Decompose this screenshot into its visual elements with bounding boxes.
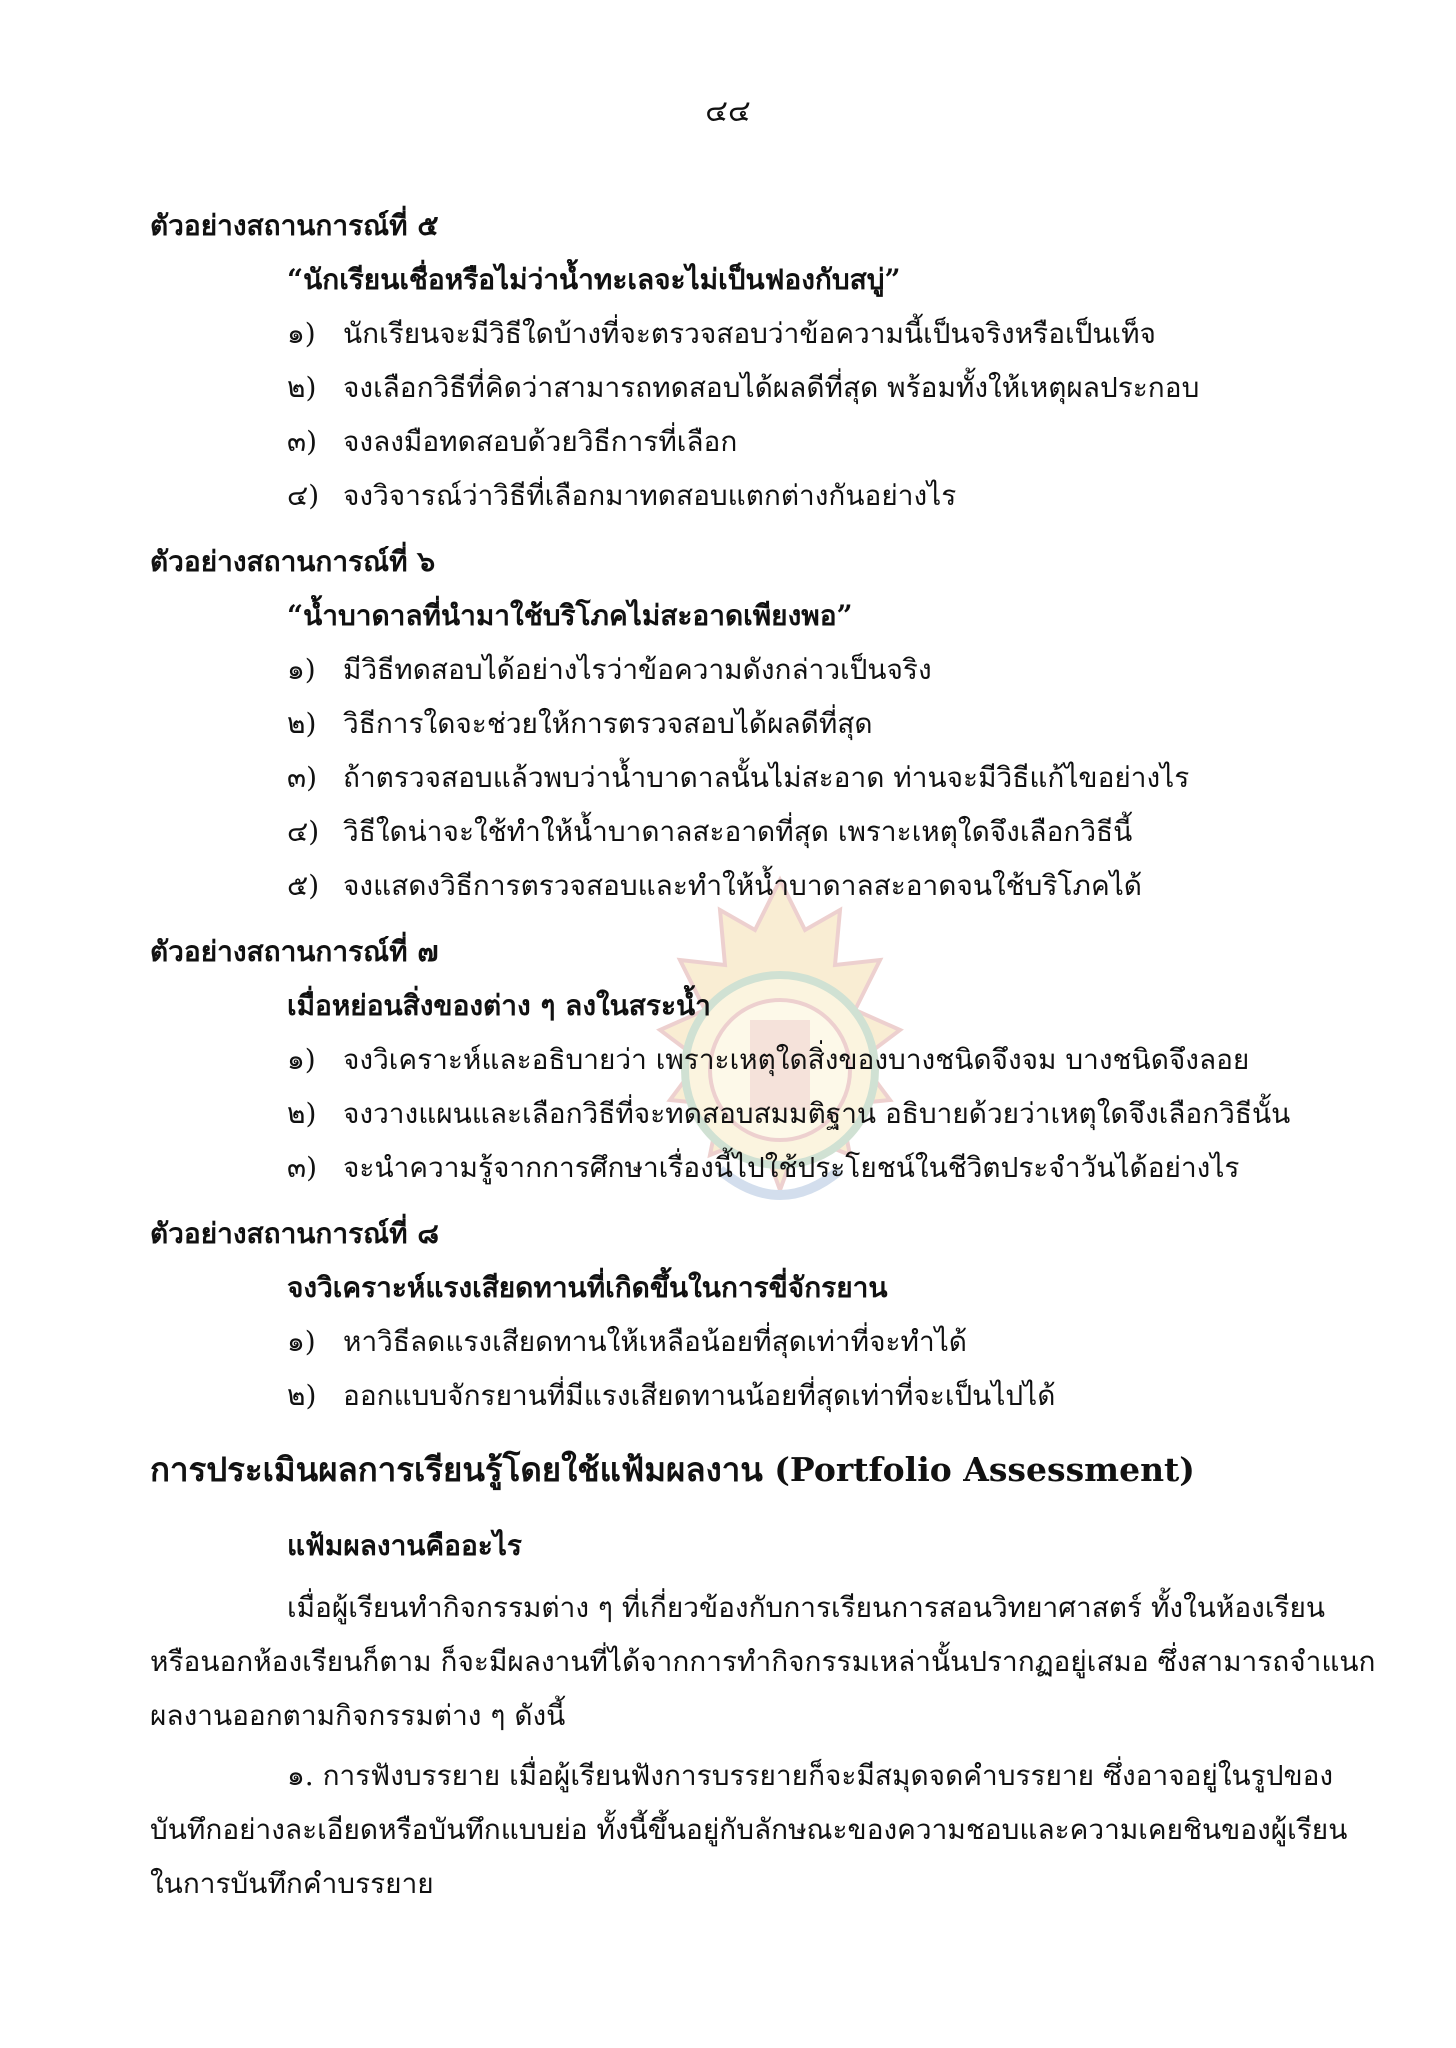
item-number: ๒) [287, 371, 317, 404]
item-text: หาวิธีลดแรงเสียดทานให้เหลือน้อยที่สุดเท่าที่จะทำได้ [343, 1325, 967, 1358]
item-number: ๕) [287, 869, 320, 902]
scenario-prompt: จงวิเคราะห์แรงเสียดทานที่เกิดขึ้นในการขี่จักรยาน [287, 1271, 888, 1304]
scenario-prompt: “น้ำบาดาลที่นำมาใช้บริโภคไม่สะอาดเพียงพอ” [287, 599, 853, 632]
paragraph-line: บันทึกอย่างละเอียดหรือบันทึกแบบย่อ ทั้งนี้ขึ้นอยู่กับลักษณะของความชอบและความเคยชินของผู้เรียน [150, 1813, 1348, 1846]
item-number: ๒) [287, 707, 317, 740]
section-subtitle: แฟ้มผลงานคืออะไร [287, 1529, 522, 1562]
item-text: จงวิจารณ์ว่าวิธีที่เลือกมาทดสอบแตกต่างกันอย่างไร [343, 479, 957, 512]
item-text: วิธีการใดจะช่วยให้การตรวจสอบได้ผลดีที่สุด [343, 707, 873, 740]
scenario-heading: ตัวอย่างสถานการณ์ที่ ๖ [150, 545, 436, 578]
item-text: วิธีใดน่าจะใช้ทำให้น้ำบาดาลสะอาดที่สุด เพราะเหตุใดจึงเลือกวิธีนี้ [343, 815, 1133, 848]
item-number: ๓) [287, 761, 318, 794]
item-number: ๑) [287, 653, 316, 686]
section-title: การประเมินผลการเรียนรู้โดยใช้แฟ้มผลงาน (Portfolio Assessment) [150, 1450, 1195, 1489]
item-text: ถ้าตรวจสอบแล้วพบว่าน้ำบาดาลนั้นไม่สะอาด ท่านจะมีวิธีแก้ไขอย่างไร [343, 761, 1190, 794]
item-text: ออกแบบจักรยานที่มีแรงเสียดทานน้อยที่สุดเท่าที่จะเป็นไปได้ [343, 1379, 1056, 1412]
item-text: นักเรียนจะมีวิธีใดบ้างที่จะตรวจสอบว่าข้อความนี้เป็นจริงหรือเป็นเท็จ [343, 317, 1156, 350]
scenario-prompt: เมื่อหย่อนสิ่งของต่าง ๆ ลงในสระน้ำ [287, 989, 711, 1022]
item-text: จงวางแผนและเลือกวิธีที่จะทดสอบสมมติฐาน อธิบายด้วยว่าเหตุใดจึงเลือกวิธีนั้น [343, 1097, 1291, 1130]
page-number: ๔๔ [705, 94, 751, 129]
scenario-prompt: “นักเรียนเชื่อหรือไม่ว่าน้ำทะเลจะไม่เป็นฟองกับสบู่” [287, 263, 901, 296]
item-number: ๑) [287, 1043, 316, 1076]
item-number: ๔) [287, 815, 320, 848]
item-number: ๒) [287, 1097, 317, 1130]
item-number: ๓) [287, 425, 318, 458]
scenario-heading: ตัวอย่างสถานการณ์ที่ ๗ [150, 935, 439, 968]
paragraph-line: ในการบันทึกคำบรรยาย [150, 1867, 434, 1900]
item-number: ๓) [287, 1151, 318, 1184]
item-text: จงเลือกวิธีที่คิดว่าสามารถทดสอบได้ผลดีที่สุด พร้อมทั้งให้เหตุผลประกอบ [343, 371, 1200, 404]
scenario-heading: ตัวอย่างสถานการณ์ที่ ๕ [150, 209, 439, 242]
item-number: ๑) [287, 317, 316, 350]
paragraph-line: ผลงานออกตามกิจกรรมต่าง ๆ ดังนี้ [150, 1699, 566, 1732]
item-number: ๔) [287, 479, 320, 512]
paragraph-line: ๑. การฟังบรรยาย เมื่อผู้เรียนฟังการบรรยายก็จะมีสมุดจดคำบรรยาย ซึ่งอาจอยู่ในรูปของ [287, 1759, 1334, 1792]
item-text: จงลงมือทดสอบด้วยวิธีการที่เลือก [343, 425, 738, 458]
item-text: จะนำความรู้จากการศึกษาเรื่องนี้ไปใช้ประโยชน์ในชีวิตประจำวันได้อย่างไร [343, 1151, 1240, 1184]
paragraph-line: หรือนอกห้องเรียนก็ตาม ก็จะมีผลงานที่ได้จากการทำกิจกรรมเหล่านั้นปรากฏอยู่เสมอ ซึ่งสามารถจำแนก [150, 1645, 1376, 1678]
item-text: จงวิเคราะห์และอธิบายว่า เพราะเหตุใดสิ่งของบางชนิดจึงจม บางชนิดจึงลอย [343, 1043, 1250, 1076]
item-number: ๑) [287, 1325, 316, 1358]
item-text: จงแสดงวิธีการตรวจสอบและทำให้น้ำบาดาลสะอาดจนใช้บริโภคได้ [343, 869, 1142, 902]
paragraph-line: เมื่อผู้เรียนทำกิจกรรมต่าง ๆ ที่เกี่ยวข้องกับการเรียนการสอนวิทยาศาสตร์ ทั้งในห้องเรียน [287, 1591, 1326, 1624]
scenario-heading: ตัวอย่างสถานการณ์ที่ ๘ [150, 1217, 439, 1250]
item-number: ๒) [287, 1379, 317, 1412]
item-text: มีวิธีทดสอบได้อย่างไรว่าข้อความดังกล่าวเป็นจริง [343, 653, 932, 686]
